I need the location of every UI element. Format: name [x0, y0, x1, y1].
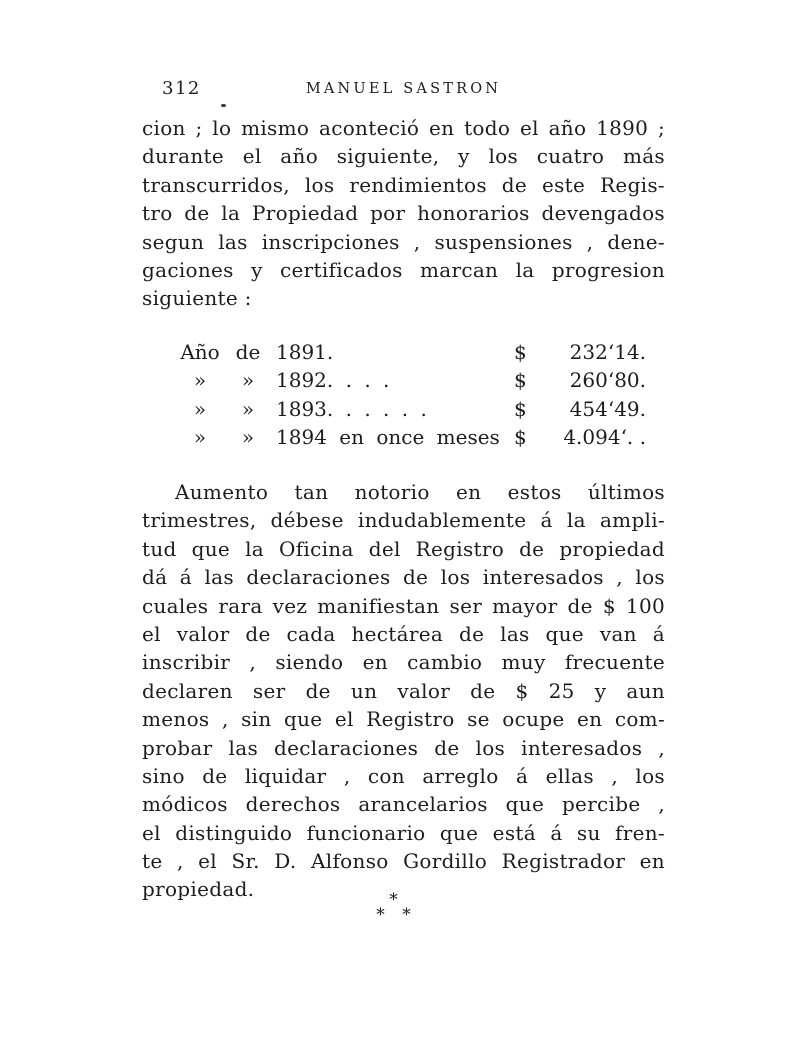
table-row — [142, 338, 665, 366]
year-cell: 1893. . . . . . — [276, 396, 427, 421]
year-cell: 1891. — [276, 340, 334, 364]
asterism-top: * — [389, 890, 400, 910]
text-line: trimestres, débese indudablemente á la ampli- — [142, 508, 665, 533]
text-line: gaciones y certificados marcan la progresion — [142, 257, 665, 282]
text-line: sino de liquidar , con arreglo á ellas , los — [142, 763, 665, 788]
text-line: módicos derechos arancelarios que percibe , — [142, 792, 665, 817]
text-line: tud que la Oficina del Registro de propiedad — [142, 536, 665, 561]
amount-cell — [514, 366, 646, 394]
paragraph-intro — [142, 114, 665, 313]
text-line: el valor de cada hectárea de las que van á — [142, 621, 665, 646]
text-line: transcurridos, los rendimientos de este Regis- — [142, 172, 665, 197]
text-line: el distinguido funcionario que está á su fren- — [142, 820, 665, 845]
amount-value: 454‘49. — [569, 396, 646, 421]
page-number: 312 — [162, 78, 201, 99]
amount-value: 260‘80. — [569, 368, 646, 393]
text-line: tro de la Propiedad por honorarios devengados — [142, 201, 665, 226]
revenue-table — [142, 338, 665, 451]
dollar-sign: $ — [514, 424, 527, 449]
amount-value: 232‘14. — [569, 340, 646, 364]
ditto-mark: » — [193, 396, 207, 421]
ditto-mark: » — [241, 424, 255, 449]
text-line: durante el año siguiente, y los cuatro más — [142, 144, 665, 169]
year-label-cell: Año — [180, 340, 220, 364]
amount-cell — [514, 423, 646, 451]
text-line: segun las inscripciones , suspensiones , dene- — [142, 229, 665, 254]
dollar-sign: $ — [514, 396, 527, 421]
table-row — [142, 366, 665, 394]
asterism-bottom: * * — [376, 905, 413, 925]
text-line: declaren ser de un valor de $ 25 y aun — [142, 678, 665, 703]
dollar-sign: $ — [514, 368, 527, 393]
amount-cell — [514, 338, 646, 366]
dollar-sign: $ — [514, 340, 527, 364]
text-line: probar las declaraciones de los interesados , — [142, 735, 665, 760]
ink-speck — [221, 104, 226, 107]
text-line: cuales rara vez manifiestan ser mayor de $ 100 — [142, 593, 665, 618]
text-line: inscribir , siendo en cambio muy frecuente — [142, 650, 665, 675]
ditto-mark: » — [193, 368, 207, 393]
amount-value: 4.094‘. . — [563, 424, 646, 449]
ditto-mark: » — [241, 396, 255, 421]
year-cell: 1894 en once meses — [276, 424, 500, 449]
running-title: MANUEL SASTRON — [305, 81, 502, 97]
year-cell: 1892. . . . — [276, 368, 390, 393]
ditto-mark: » — [193, 424, 207, 449]
year-label-cell: de — [235, 340, 261, 364]
paragraph-commentary — [142, 478, 665, 904]
text-line: dá á las declaraciones de los interesados , los — [142, 565, 665, 590]
amount-cell — [514, 395, 646, 423]
text-line: siguiente : — [142, 286, 252, 311]
table-row — [142, 423, 665, 451]
text-line: menos , sin que el Registro se ocupe en com- — [142, 707, 665, 732]
asterism — [142, 890, 647, 925]
text-line: propiedad. — [142, 877, 255, 902]
table-row — [142, 395, 665, 423]
text-line: te , el Sr. D. Alfonso Gordillo Registrador en — [142, 849, 665, 874]
ditto-mark: » — [241, 368, 255, 393]
text-line: Aumento tan notorio en estos últimos — [175, 480, 665, 504]
text-line: cion ; lo mismo aconteció en todo el año 1890 ; — [142, 116, 665, 140]
